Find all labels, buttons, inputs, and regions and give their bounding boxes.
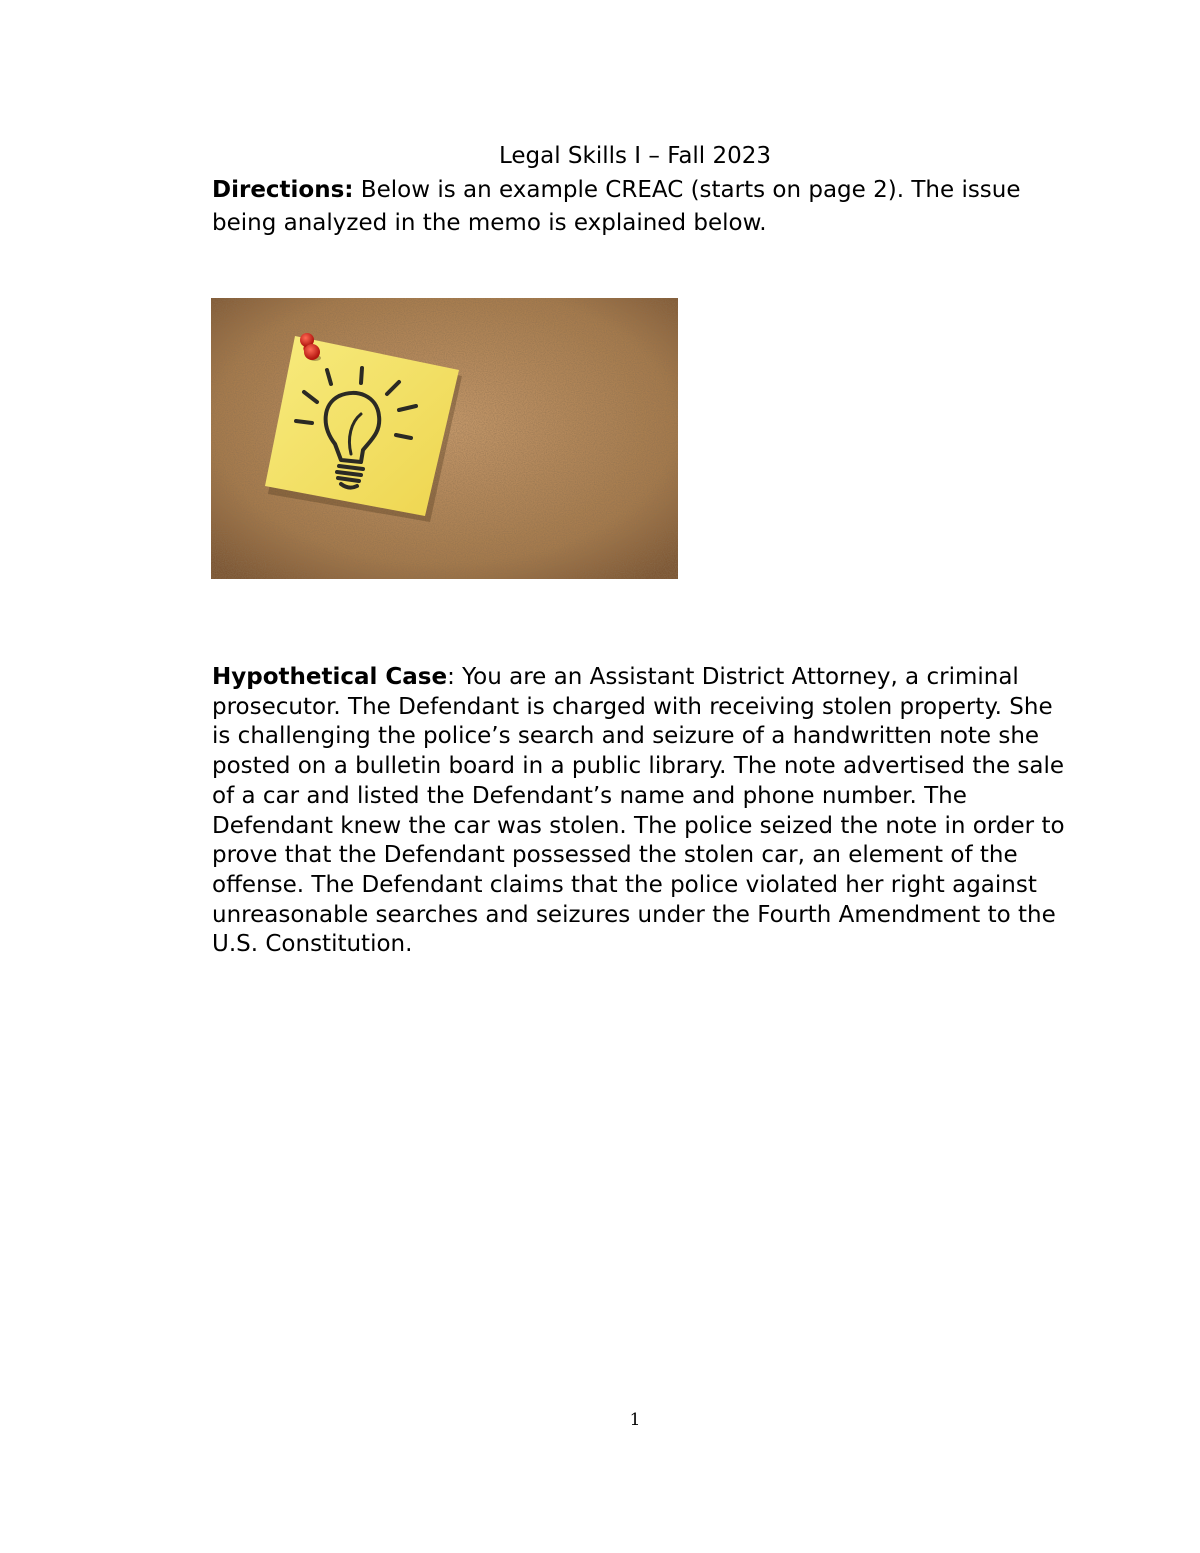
directions-text: Below is an example CREAC (starts on page 2). The issue being analyzed in the memo is explained below. bbox=[212, 177, 1021, 236]
sticky-note-image bbox=[211, 298, 678, 579]
directions-label: Directions: bbox=[212, 177, 354, 203]
hypothetical-case-label: Hypothetical Case bbox=[212, 664, 448, 690]
hypothetical-case-paragraph bbox=[212, 663, 1072, 960]
page-title: Legal Skills I – Fall 2023 bbox=[498, 143, 772, 169]
page-number: 1 bbox=[629, 1410, 641, 1430]
corkboard-photo bbox=[211, 298, 678, 579]
hypothetical-case-text: : You are an Assistant District Attorney, a criminal prosecutor. The Defendant is charged with receiving stolen property. She is challenging the police’s search and seizure of a handwritten note she posted on a bulletin board in a public library. The note advertised the sale of a car and listed the Defendant’s name and phone number. The Defendant knew the car was stolen. The police seized the note in order to prove that the Defendant possessed the stolen car, an element of the offense. The Defendant claims that the police violated her right against unreasonable searches and seizures under the Fourth Amendment to the U.S. Constitution. bbox=[212, 664, 1065, 958]
directions-paragraph bbox=[212, 174, 1058, 240]
